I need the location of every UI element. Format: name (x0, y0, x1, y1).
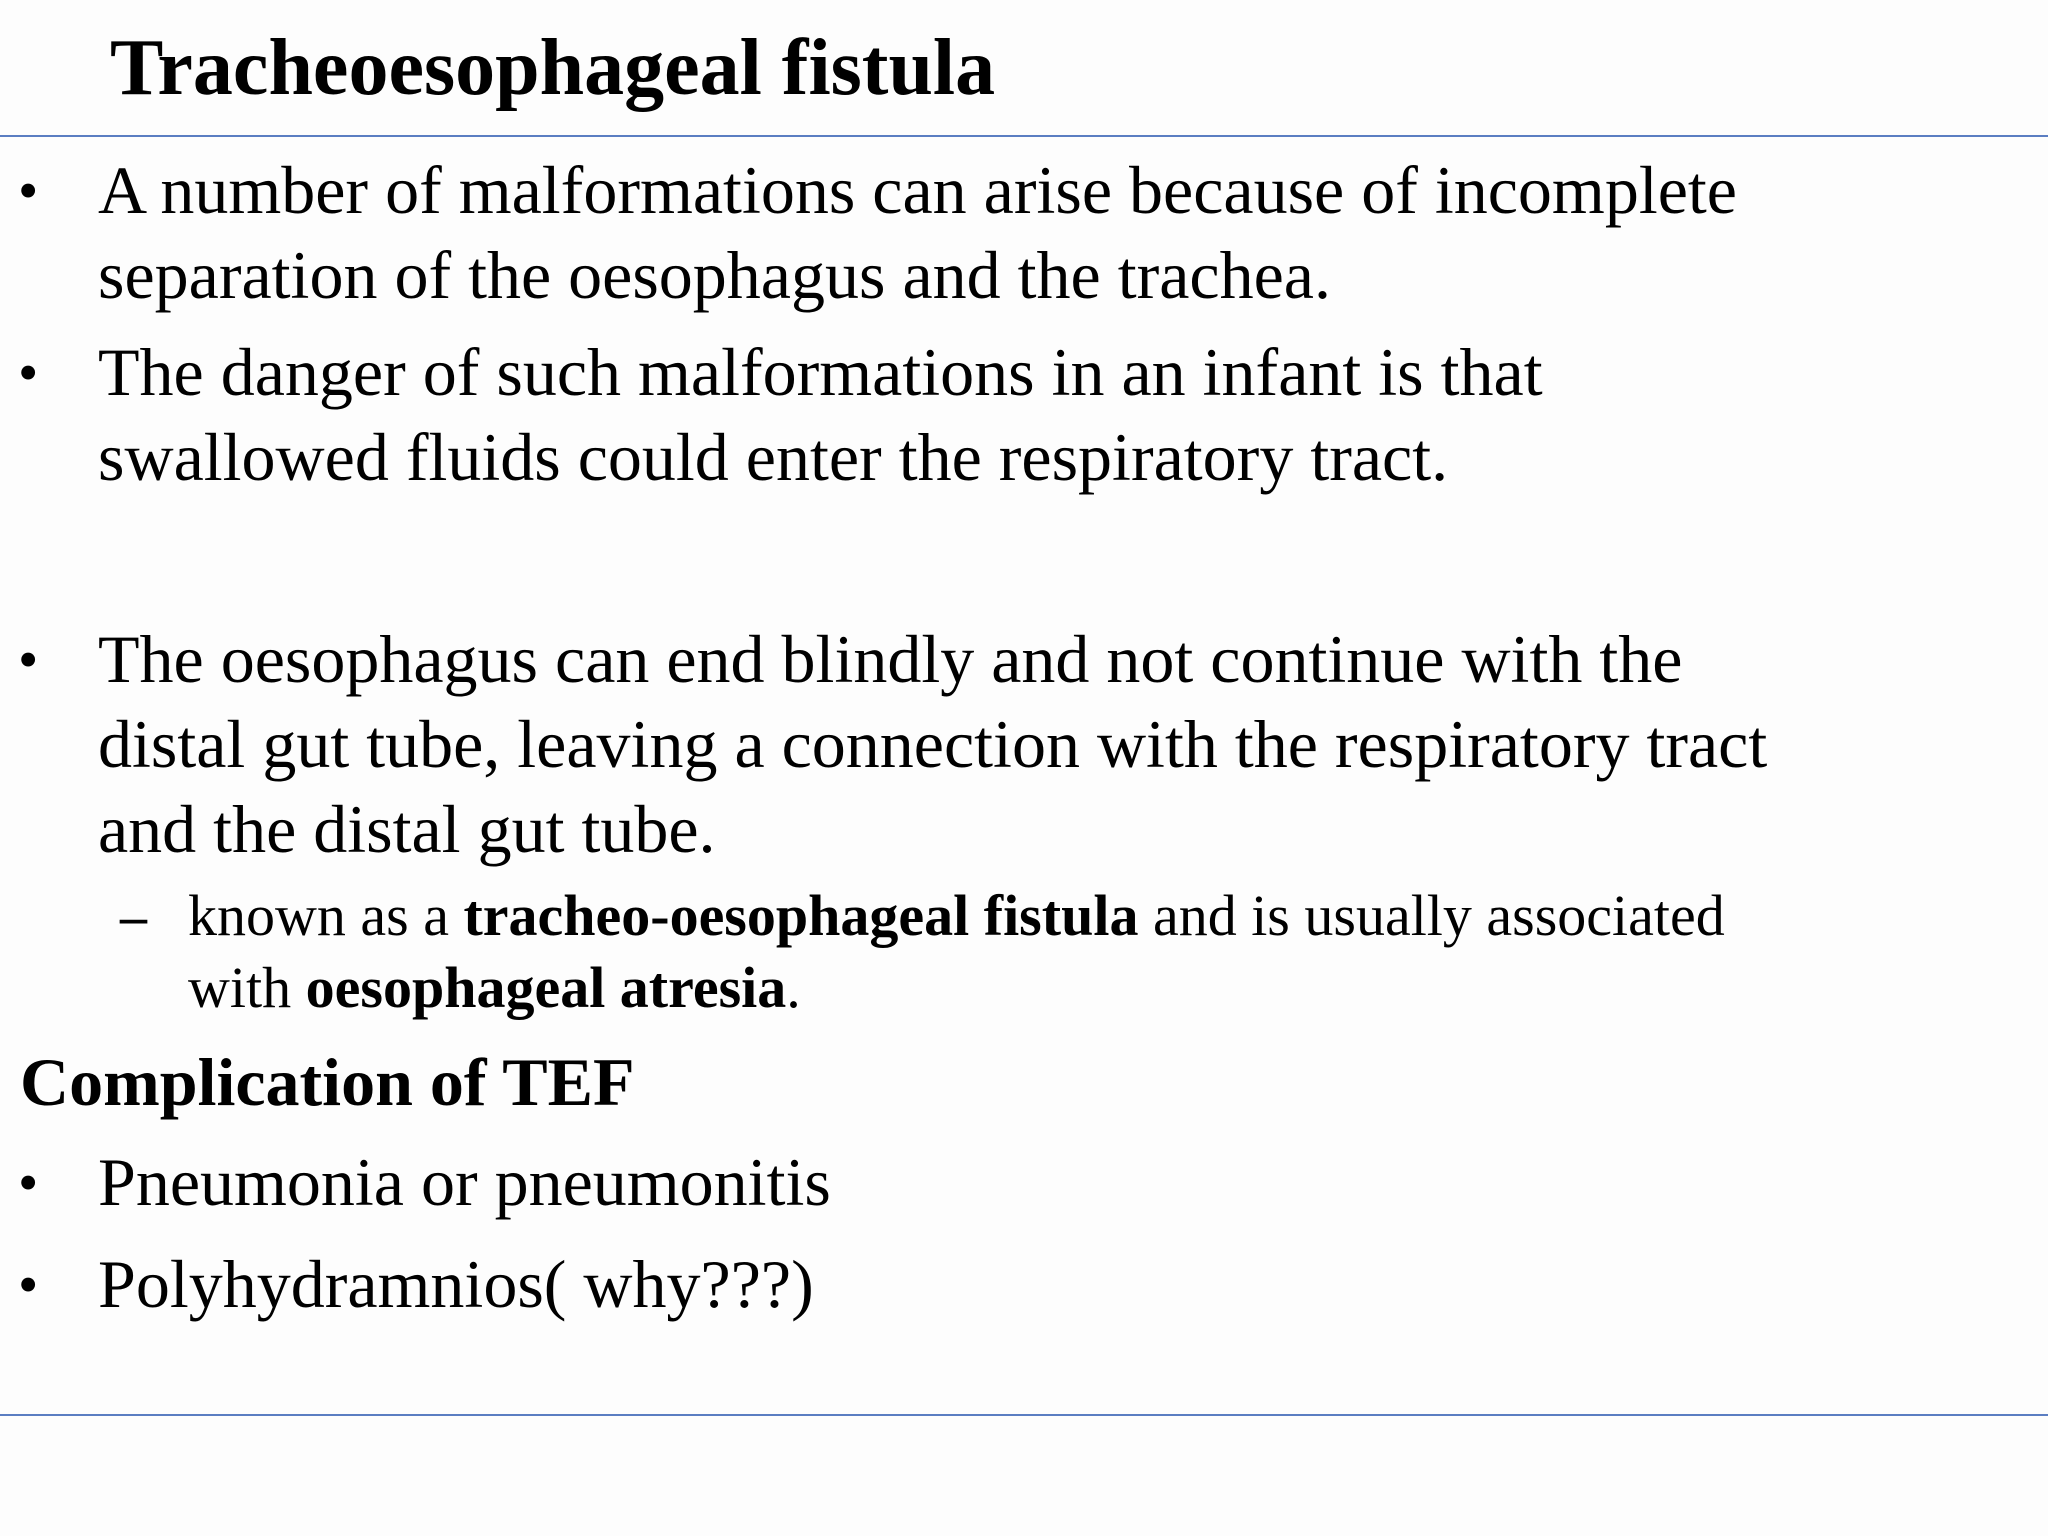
term-tracheo-oesophageal-fistula: tracheo-oesophageal fistula (463, 883, 1139, 948)
bullet-marker: • (18, 158, 39, 223)
sub-bullet-text-run: with (188, 955, 306, 1020)
bullet-line: and the distal gut tube. (98, 791, 716, 867)
bottom-divider (0, 1414, 2048, 1416)
section-heading: Complication of TEF (20, 1044, 635, 1120)
sub-bullet-line (188, 952, 2028, 1024)
sub-bullet-text (188, 880, 2028, 1024)
sub-bullet-marker: – (120, 886, 147, 946)
bullet-line: A number of malformations can arise because of incomplete (98, 152, 1737, 228)
bullet-text (98, 617, 2028, 872)
bullet-marker: • (18, 1150, 39, 1215)
bullet-marker: • (18, 340, 39, 405)
bullet-line: The oesophagus can end blindly and not continue with the (98, 621, 1683, 697)
complication-text: Pneumonia or pneumonitis (98, 1144, 831, 1220)
bullet-line: separation of the oesophagus and the trachea. (98, 237, 1331, 313)
sub-bullet-text-run: known as a (188, 883, 464, 948)
title-divider (0, 135, 2048, 137)
bullet-marker: • (18, 627, 39, 692)
bullet-text (98, 148, 2028, 318)
complication-text: Polyhydramnios( why???) (98, 1246, 814, 1322)
slide-title: Tracheoesophageal fistula (110, 24, 996, 112)
bullet-text (98, 1242, 2028, 1327)
sub-bullet-text-run: and is usually associated (1138, 883, 1725, 948)
bullet-text (98, 330, 2028, 500)
bullet-marker: • (18, 1252, 39, 1317)
sub-bullet-line (188, 880, 2028, 952)
sub-bullet-text-run: . (786, 955, 801, 1020)
bullet-text (98, 1140, 2028, 1225)
bullet-line: The danger of such malformations in an infant is that (98, 334, 1543, 410)
bullet-line: swallowed fluids could enter the respiratory tract. (98, 419, 1449, 495)
bullet-line: distal gut tube, leaving a connection with the respiratory tract (98, 706, 1768, 782)
term-oesophageal-atresia: oesophageal atresia (305, 955, 787, 1020)
